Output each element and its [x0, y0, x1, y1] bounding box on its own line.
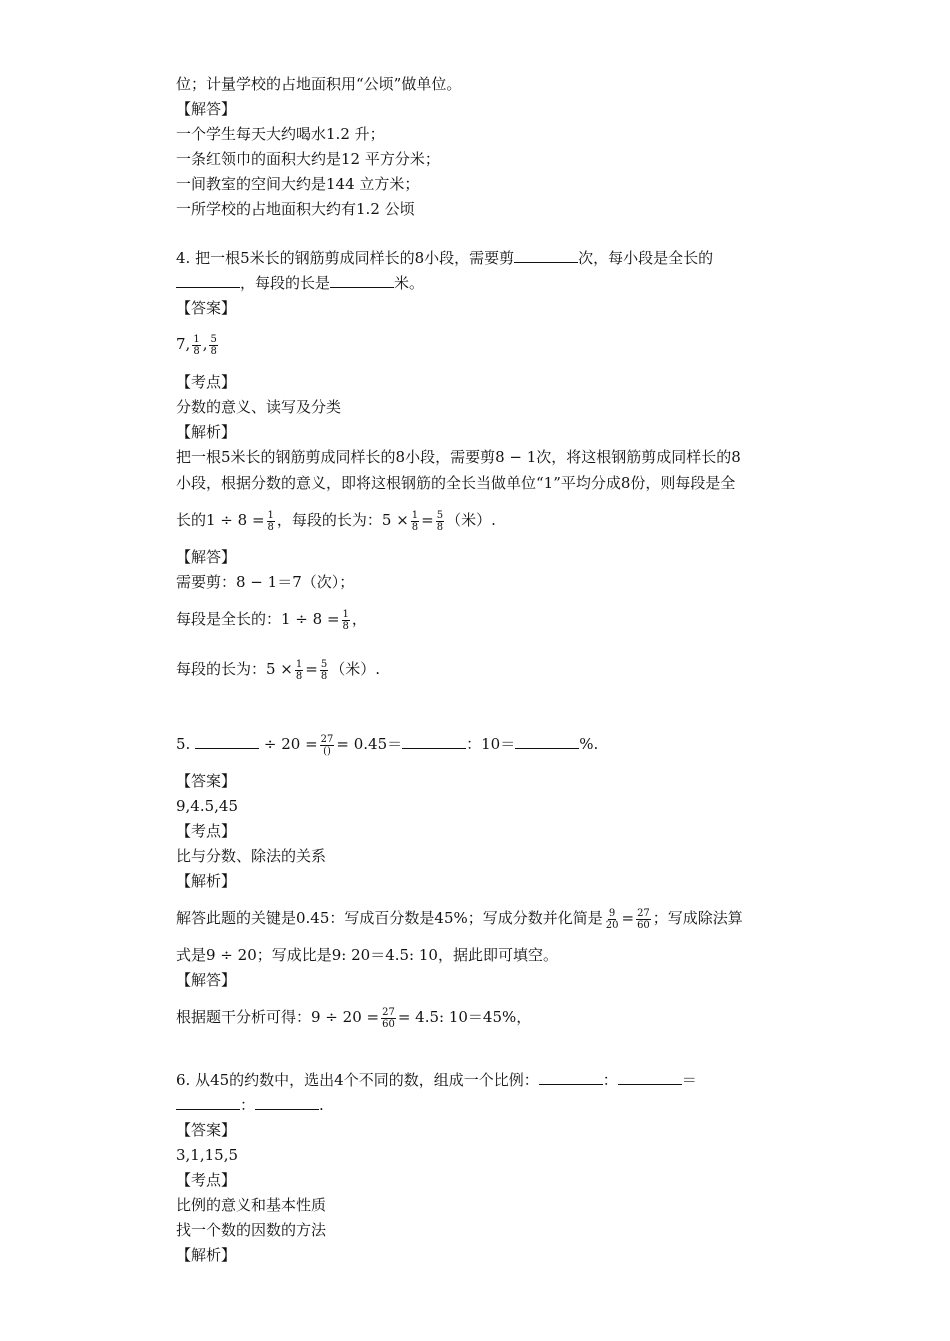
q6-blank-1[interactable]	[539, 1070, 603, 1085]
q6-answer-label: 【答案】	[176, 1121, 237, 1139]
q6-stem-line1	[176, 1069, 697, 1091]
q4-stem-text-a: 4. 把一根5米长的钢筋剪成同样长的8小段，需要剪	[176, 249, 515, 267]
q5-blank-3[interactable]	[515, 734, 579, 749]
q4-jiexi3-text-c: =	[421, 511, 434, 529]
fraction-numerator: 9	[608, 907, 616, 919]
fraction-numerator: 1	[193, 333, 200, 345]
q6-stem-line2	[176, 1094, 324, 1116]
fraction-denominator: ()	[323, 745, 331, 757]
q4-jiexi3-fraction-2	[411, 510, 419, 533]
q4-jiexi3-text-b: ，每段的长为：5 ×	[276, 511, 409, 529]
q4-answer	[176, 333, 220, 357]
q6-blank-4[interactable]	[255, 1095, 319, 1110]
q5-jieda1-text-b: = 4.5: 10＝45%，	[397, 1008, 532, 1026]
q5-jieda1-text-a: 根据题干分析可得：9 ÷ 20 =	[176, 1008, 380, 1026]
q4-jieda-label: 【解答】	[176, 548, 237, 566]
q5-answer-label: 【答案】	[176, 772, 237, 790]
fraction-numerator: 5	[436, 509, 444, 521]
q4-blank-3[interactable]	[330, 273, 394, 288]
s3-jieda-label: 【解答】	[176, 100, 237, 118]
q4-jieda2-fraction	[342, 609, 350, 632]
q5-jieda-line1	[176, 1006, 531, 1030]
fraction-denominator: 8	[267, 521, 274, 533]
q5-jiexi1-text-c: ；写成除法算	[652, 909, 743, 927]
q5-jieda-label: 【解答】	[176, 971, 237, 989]
fraction-numerator: 1	[342, 608, 349, 620]
q6-end-mark: .	[319, 1096, 324, 1114]
q4-stem-line2	[176, 272, 424, 294]
q4-jieda3-text-a: 每段的长为：5 ×	[176, 660, 293, 678]
q5-jiexi-fraction-2	[636, 908, 651, 931]
q6-blank-2[interactable]	[618, 1070, 682, 1085]
q4-blank-2[interactable]	[176, 273, 240, 288]
q5-stem-fraction	[320, 734, 335, 757]
q6-kaodian-label: 【考点】	[176, 1171, 237, 1189]
q5-stem-text-3: ：10＝	[466, 735, 516, 753]
q4-answer-fraction-1	[192, 334, 200, 357]
q4-jieda3-fraction-1	[295, 659, 303, 682]
fraction-denominator: 8	[210, 345, 217, 357]
q4-jiexi-line3	[176, 509, 496, 533]
fraction-denominator: 60	[382, 1018, 395, 1030]
q4-jiexi3-fraction-1	[267, 510, 275, 533]
fraction-denominator: 8	[342, 620, 349, 632]
fraction-denominator: 8	[193, 345, 200, 357]
fraction-denominator: 20	[605, 919, 619, 931]
q4-stem-line1	[176, 247, 713, 269]
q5-blank-1[interactable]	[195, 734, 259, 749]
q4-kaodian: 分数的意义、读写及分类	[176, 398, 342, 416]
q4-jieda2-text-a: 每段是全长的：1 ÷ 8 =	[176, 610, 340, 628]
q4-jieda2-text-b: ，	[351, 610, 367, 628]
q5-jiexi1-text-a: 解答此题的关键是0.45：写成百分数是45%；写成分数并化简是	[176, 909, 603, 927]
q5-stem-text-2: = 0.45＝	[336, 735, 403, 753]
fraction-numerator: 1	[411, 509, 419, 521]
s3-line1: 位；计量学校的占地面积用“公顷”做单位。	[176, 75, 462, 93]
q6-kaodian-2: 找一个数的因数的方法	[176, 1221, 327, 1239]
q6-jiexi-label: 【解析】	[176, 1246, 237, 1264]
q4-answer-separator: ,	[202, 335, 208, 353]
q6-stem-text-a: 6. 从45的约数中，选出4个不同的数，组成一个比例：	[176, 1071, 539, 1089]
fraction-numerator: 1	[295, 658, 303, 670]
q6-answer: 3,1,15,5	[176, 1146, 239, 1164]
q5-kaodian-label: 【考点】	[176, 822, 237, 840]
q6-blank-3[interactable]	[176, 1095, 240, 1110]
q4-answer-fraction-2	[209, 334, 217, 357]
q5-jiexi-line2: 式是9 ÷ 20；写成比是9: 20＝4.5: 10，据此即可填空。	[176, 946, 558, 964]
fraction-numerator: 27	[637, 907, 650, 919]
q4-jiexi-line2: 小段，根据分数的意义，即将这根钢筋的全长当做单位“1”平均分成8份，则每段是全	[176, 474, 736, 492]
fraction-denominator: 8	[320, 670, 328, 682]
s3-answer-1: 一个学生每天大约喝水1.2 升；	[176, 125, 385, 143]
q6-equals: ＝	[681, 1071, 697, 1089]
q4-stem-text-b: 次，每小段是全长的	[578, 249, 714, 267]
q4-jieda3-text-c: （米）.	[330, 660, 380, 678]
fraction-numerator: 1	[267, 509, 274, 521]
q6-separator-1: ：	[602, 1071, 618, 1089]
s3-answer-3: 一间教室的空间大约是144 立方米；	[176, 175, 420, 193]
q4-stem-text-d: 米。	[394, 274, 425, 292]
q5-jiexi-fraction-1	[605, 908, 620, 931]
q5-jiexi-line1	[176, 907, 743, 931]
q4-kaodian-label: 【考点】	[176, 373, 237, 391]
q5-blank-2[interactable]	[402, 734, 466, 749]
fraction-numerator: 5	[210, 333, 217, 345]
q4-jiexi3-text-a: 长的1 ÷ 8 =	[176, 511, 265, 529]
q5-answer: 9,4.5,45	[176, 797, 239, 815]
q4-jieda3-text-b: =	[305, 660, 318, 678]
q5-jiexi1-text-b: =	[621, 909, 635, 927]
q5-kaodian: 比与分数、除法的关系	[176, 847, 327, 865]
q5-jiexi-label: 【解析】	[176, 872, 237, 890]
fraction-denominator: 8	[436, 521, 444, 533]
q4-jieda-line3	[176, 658, 380, 682]
q4-jieda-line2	[176, 608, 367, 632]
s3-answer-4: 一所学校的占地面积大约有1.2 公顷	[176, 200, 415, 218]
q4-jieda-line1: 需要剪：8 − 1＝7（次）；	[176, 573, 355, 591]
q5-stem	[176, 733, 598, 757]
s3-answer-2: 一条红领巾的面积大约是12 平方分米；	[176, 150, 440, 168]
q4-blank-1[interactable]	[514, 248, 578, 263]
q5-number: 5.	[176, 735, 191, 753]
q4-jieda3-fraction-2	[320, 659, 328, 682]
q4-stem-text-c: ，每段的长是	[240, 274, 331, 292]
q4-jiexi3-fraction-3	[436, 510, 444, 533]
q4-jiexi-label: 【解析】	[176, 423, 237, 441]
q6-separator-2: ：	[240, 1096, 256, 1114]
q4-answer-label: 【答案】	[176, 299, 237, 317]
q4-jiexi3-text-d: （米）.	[446, 511, 496, 529]
q6-kaodian-1: 比例的意义和基本性质	[176, 1196, 327, 1214]
fraction-denominator: 60	[637, 919, 650, 931]
fraction-numerator: 27	[320, 733, 334, 745]
q5-jieda-fraction	[381, 1007, 396, 1030]
q5-stem-text-1: ÷ 20 =	[263, 735, 318, 753]
q4-answer-prefix: 7,	[176, 335, 191, 353]
fraction-denominator: 8	[411, 521, 419, 533]
fraction-denominator: 8	[295, 670, 303, 682]
q4-jiexi-line1: 把一根5米长的钢筋剪成同样长的8小段，需要剪8 − 1次，将这根钢筋剪成同样长的8	[176, 448, 741, 466]
fraction-numerator: 5	[320, 658, 328, 670]
fraction-numerator: 27	[382, 1006, 395, 1018]
q5-stem-text-4: %.	[579, 735, 599, 753]
